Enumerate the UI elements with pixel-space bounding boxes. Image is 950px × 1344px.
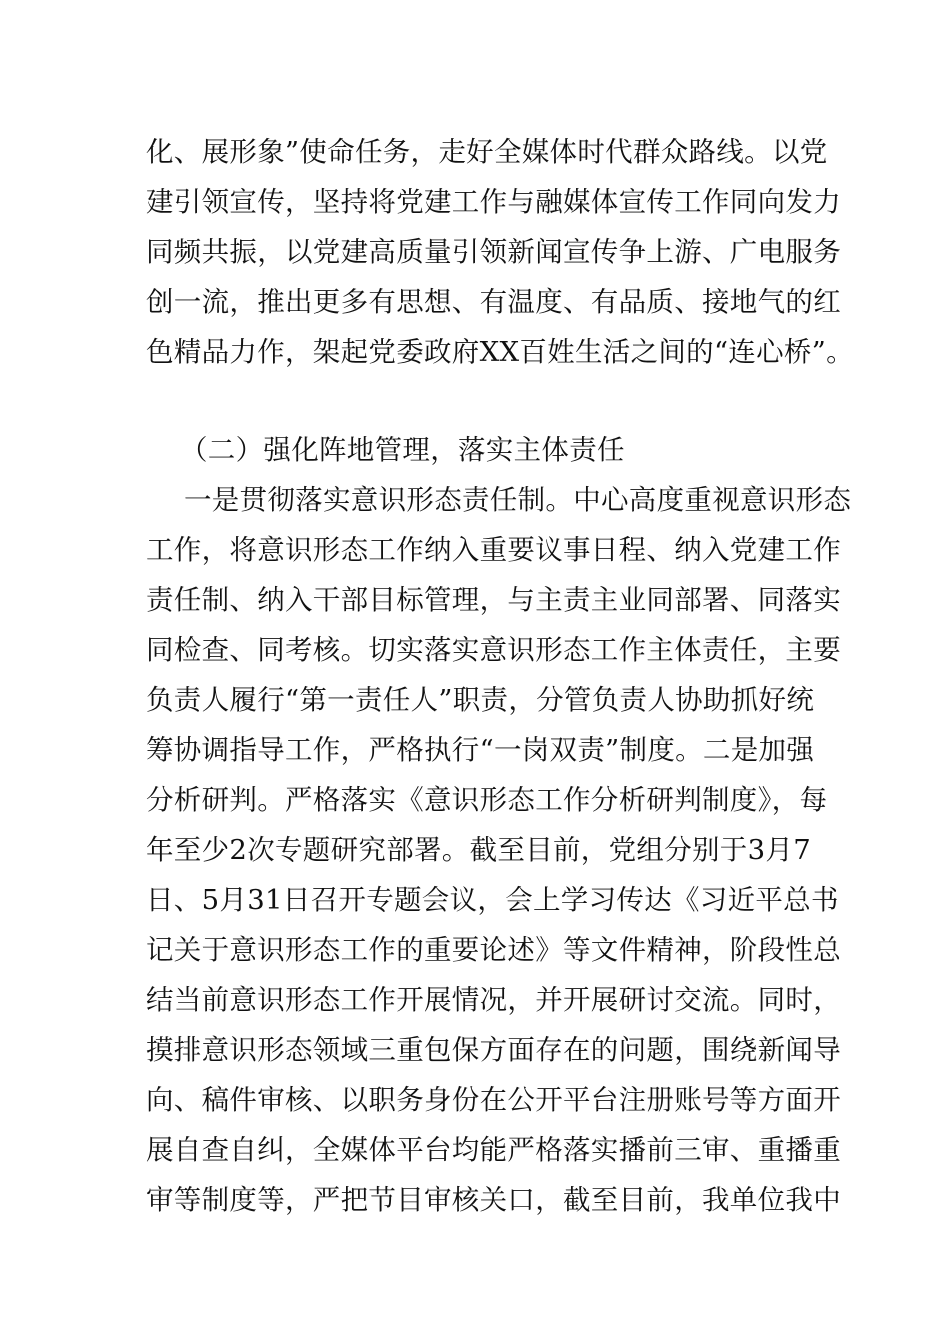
body-text-line: 责任制、纳入干部目标管理，与主责主业同部署、同落实 xyxy=(146,584,841,616)
body-text-line: 分析研判。严格落实《意识形态工作分析研判制度》，每 xyxy=(146,784,828,816)
body-text-line: 工作，将意识形态工作纳入重要议事日程、纳入党建工作 xyxy=(146,534,841,566)
body-text-line: 负责人履行“第一责任人”职责，分管负责人协助抓好统 xyxy=(146,684,815,716)
body-text-line: 记关于意识形态工作的重要论述》等文件精神，阶段性总 xyxy=(146,934,841,966)
section-heading: （二）强化阵地管理，落实主体责任 xyxy=(180,434,625,466)
body-text-line: 创一流，推出更多有思想、有温度、有品质、接地气的红 xyxy=(146,286,841,318)
body-text-line: 同频共振，以党建高质量引领新闻宣传争上游、广电服务 xyxy=(146,236,841,268)
body-text-line: 日、5月31日召开专题会议，会上学习传达《习近平总书 xyxy=(146,884,839,916)
body-text-line: 化、展形象”使命任务，走好全媒体时代群众路线。以党 xyxy=(146,136,828,168)
body-text-line: 摸排意识形态领域三重包保方面存在的问题，围绕新闻导 xyxy=(146,1034,841,1066)
body-text-line: 结当前意识形态工作开展情况，并开展研讨交流。同时， xyxy=(146,984,841,1016)
body-text-line: 向、稿件审核、以职务身份在公开平台注册账号等方面开 xyxy=(146,1084,841,1116)
body-text-line: 年至少2次专题研究部署。截至目前，党组分别于3月7 xyxy=(146,834,811,866)
body-text-line: 展自查自纠，全媒体平台均能严格落实播前三审、重播重 xyxy=(146,1134,841,1166)
body-text-line: 同检查、同考核。切实落实意识形态工作主体责任，主要 xyxy=(146,634,841,666)
body-text-line: 建引领宣传，坚持将党建工作与融媒体宣传工作同向发力 xyxy=(146,186,841,218)
body-text-line: 审等制度等，严把节目审核关口，截至目前，我单位我中 xyxy=(146,1184,841,1216)
body-text-line: 一是贯彻落实意识形态责任制。中心高度重视意识形态 xyxy=(184,484,852,516)
body-text-line: 筹协调指导工作，严格执行“一岗双责”制度。二是加强 xyxy=(146,734,815,766)
body-text-line: 色精品力作，架起党委政府XX百姓生活之间的“连心桥”。 xyxy=(146,336,854,368)
